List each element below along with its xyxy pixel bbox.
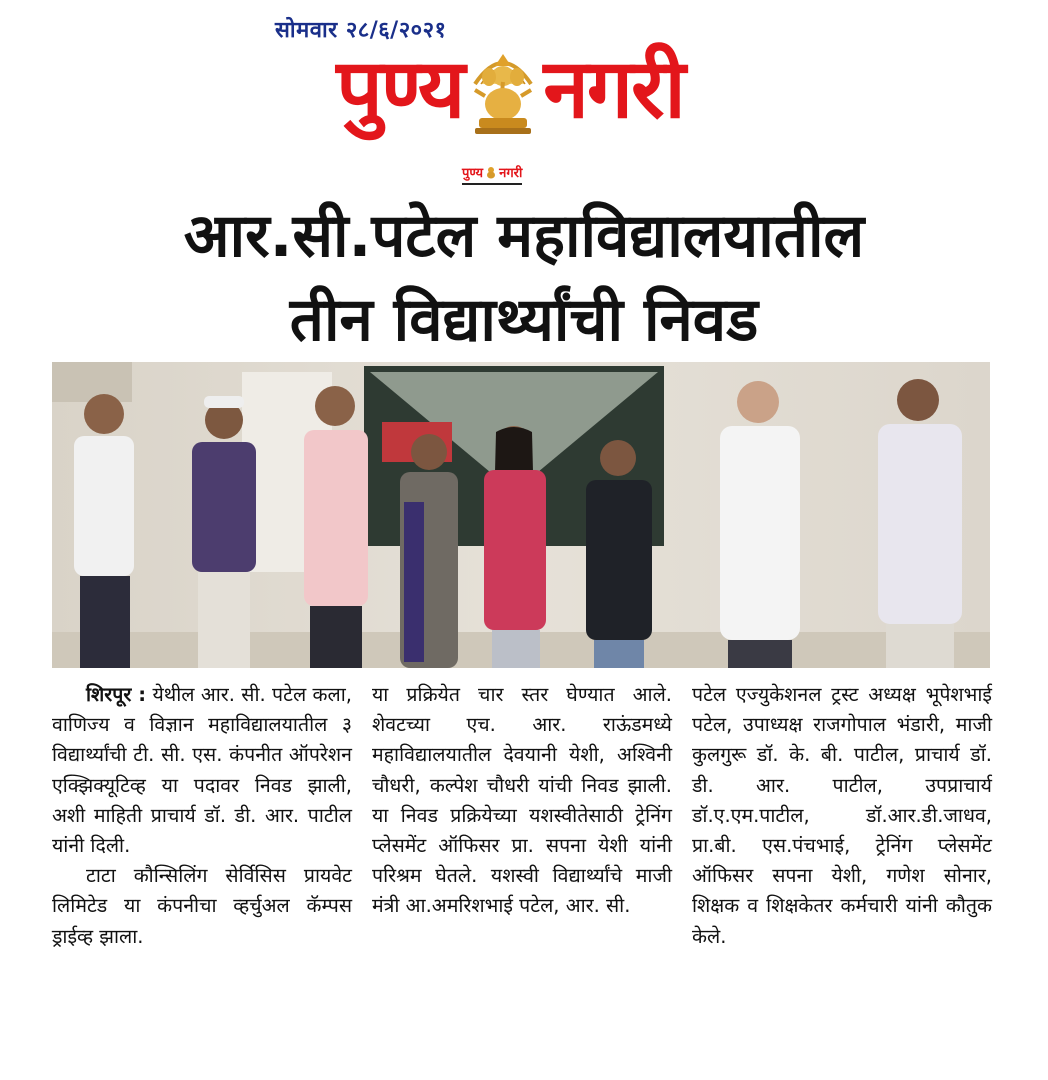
article-column-1 bbox=[52, 680, 352, 1065]
article-body bbox=[52, 680, 992, 1065]
ganesha-idol-small-icon bbox=[485, 165, 497, 179]
masthead-left: पुण्य bbox=[336, 42, 464, 137]
section-tag-right: नगरी bbox=[499, 166, 523, 181]
group-photo bbox=[52, 362, 990, 668]
article-col1-para1: येथील आर. सी. पटेल कला, वाणिज्य व विज्ञान महाविद्यालयातील ३ विद्यार्थ्यांची टी. सी. एस. कंपनीत ऑपरेशन एक्झिक्यूटिव्ह या पदावर निवड झाली, अशी माहिती प्राचार्य डॉ. डी. आर. पाटील यांनी दिली. bbox=[52, 683, 352, 858]
article-column-3 bbox=[692, 680, 992, 1065]
headline-line-1: आर.सी.पटेल महाविद्यालयातील bbox=[183, 201, 865, 271]
section-tag bbox=[462, 163, 522, 185]
issue-date: सोमवार २८/६/२०२१ bbox=[275, 18, 447, 43]
article-col3-text: पटेल एज्युकेशनल ट्रस्ट अध्यक्ष भूपेशभाई पटेल, उपाध्यक्ष राजगोपाल भंडारी, माजी कुलगुरू डॉ. के. बी. पाटील, प्राचार्य डॉ. डी. आर. पाटील, उपप्राचार्य डॉ.ए.एम.पाटील, डॉ.आर.डी.जाधव, प्रा.बी. एस.पंचभाई, ट्रेनिंग प्लेसमेंट ऑफिसर सपना येशी, गणेश सोनार, शिक्षक व शिक्षकेतर कर्मचारी यांनी कौतुक केले. bbox=[692, 683, 992, 948]
dateline: शिरपूर : bbox=[86, 683, 147, 706]
headline-line-2: तीन विद्यार्थ्यांची निवड bbox=[289, 285, 759, 355]
ganesha-idol-icon bbox=[467, 44, 539, 136]
article-col1-para2: टाटा कौन्सिलिंग सेर्विसिस प्रायवेट लिमिटेड या कंपनीचा व्हर्चुअल कॅम्पस ड्राईव्ह झाला. bbox=[52, 864, 352, 948]
masthead bbox=[270, 40, 750, 140]
masthead-right: नगरी bbox=[543, 42, 684, 137]
article-column-2 bbox=[372, 680, 672, 1065]
article-col2-text: या प्रक्रियेत चार स्तर घेण्यात आले. शेवटच्या एच. आर. राऊंडमध्ये महाविद्यालयातील देवयानी येशी, अश्विनी चौधरी, कल्पेश चौधरी यांची निवड झाली. या निवड प्रक्रियेच्या यशस्वीतेसाठी ट्रेनिंग प्लेसमेंट ऑफिसर प्रा. सपना येशी यांनी परिश्रम घेतले. यशस्वी विद्यार्थ्यांचे माजी मंत्री आ.अमरिशभाई पटेल, आर. सी. bbox=[372, 683, 672, 918]
section-tag-left: पुण्य bbox=[462, 166, 484, 181]
